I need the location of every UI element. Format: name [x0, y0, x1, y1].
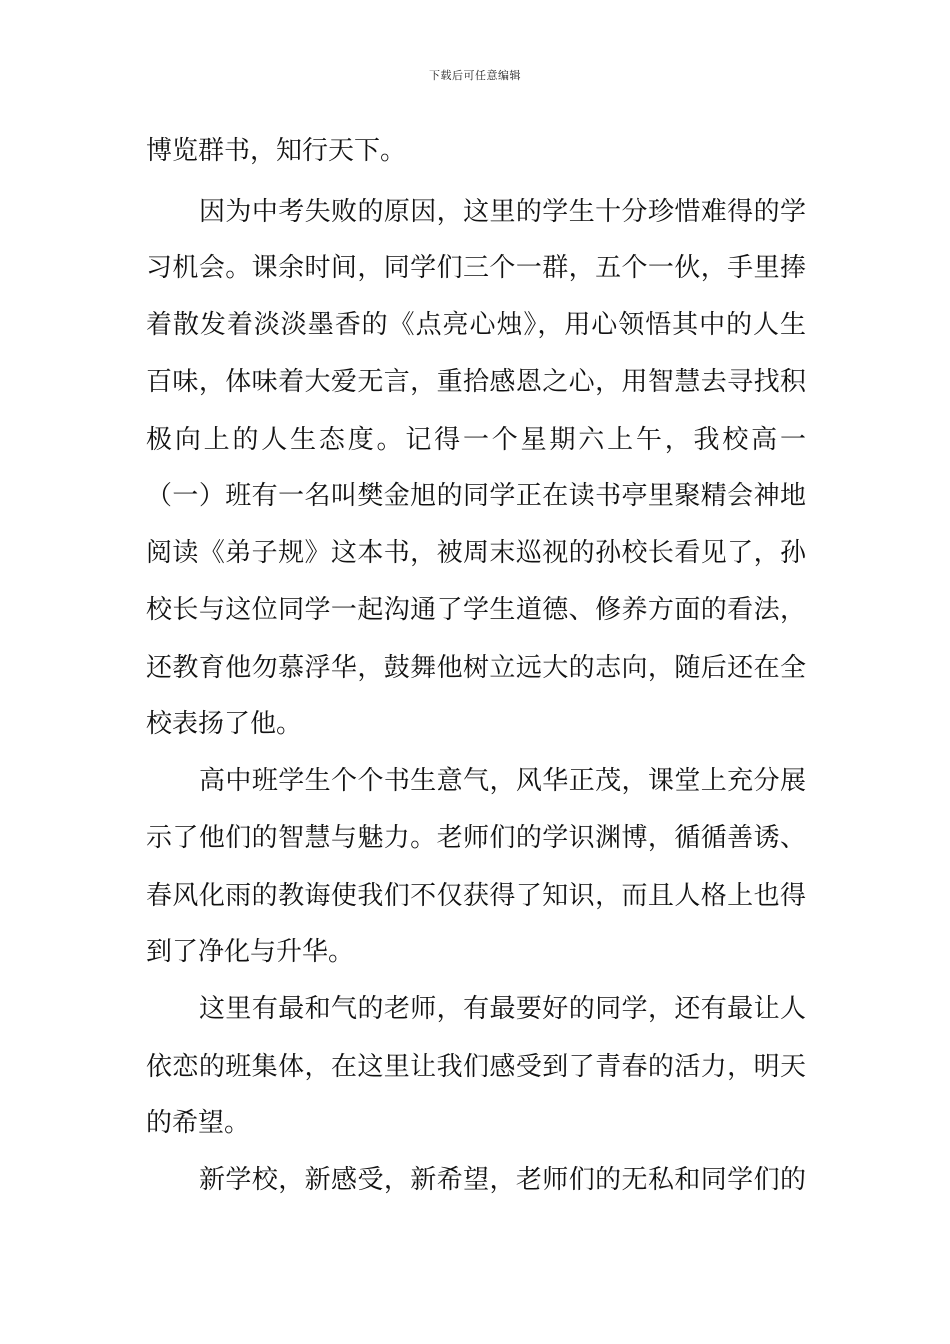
text-line: 校长与这位同学一起沟通了学生道德、修养方面的看法， [146, 595, 806, 625]
paragraph-first-line: 高中班学生个个书生意气，风华正茂，课堂上充分展 [199, 766, 806, 796]
text-line: 依恋的班集体，在这里让我们感受到了青春的活力，明天 [146, 1052, 806, 1082]
page-header: 下载后可任意编辑 [429, 69, 521, 82]
text-line: 校表扬了他。 [146, 709, 303, 739]
text-line: 示了他们的智慧与魅力。老师们的学识渊博，循循善诱、 [146, 823, 806, 853]
paragraph-first-line: 因为中考失败的原因，这里的学生十分珍惜难得的学 [199, 197, 806, 227]
paragraph-first-line: 这里有最和气的老师，有最要好的同学，还有最让人 [199, 994, 806, 1024]
text-line: 的希望。 [146, 1108, 251, 1138]
text-line: 着散发着淡淡墨香的《点亮心烛》，用心领悟其中的人生 [146, 310, 806, 340]
text-line: 到了净化与升华。 [146, 937, 355, 967]
text-line: 还教育他勿慕浮华，鼓舞他树立远大的志向，随后还在全 [146, 653, 806, 683]
text-line: 阅读《弟子规》这本书，被周末巡视的孙校长看见了，孙 [146, 538, 806, 568]
text-line: 百味，体味着大爱无言，重拾感恩之心，用智慧去寻找积 [146, 367, 806, 397]
text-line: 极向上的人生态度。记得一个星期六上午，我校高一 [146, 425, 806, 455]
text-line: 博览群书，知行天下。 [146, 136, 407, 166]
paragraph-first-line: 新学校，新感受，新希望，老师们的无私和同学们的 [199, 1165, 806, 1195]
text-line: 春风化雨的教诲使我们不仅获得了知识，而且人格上也得 [146, 881, 806, 911]
text-line: （一）班有一名叫樊金旭的同学正在读书亭里聚精会神地 [146, 481, 806, 511]
text-line: 习机会。课余时间，同学们三个一群，五个一伙，手里捧 [146, 253, 806, 283]
